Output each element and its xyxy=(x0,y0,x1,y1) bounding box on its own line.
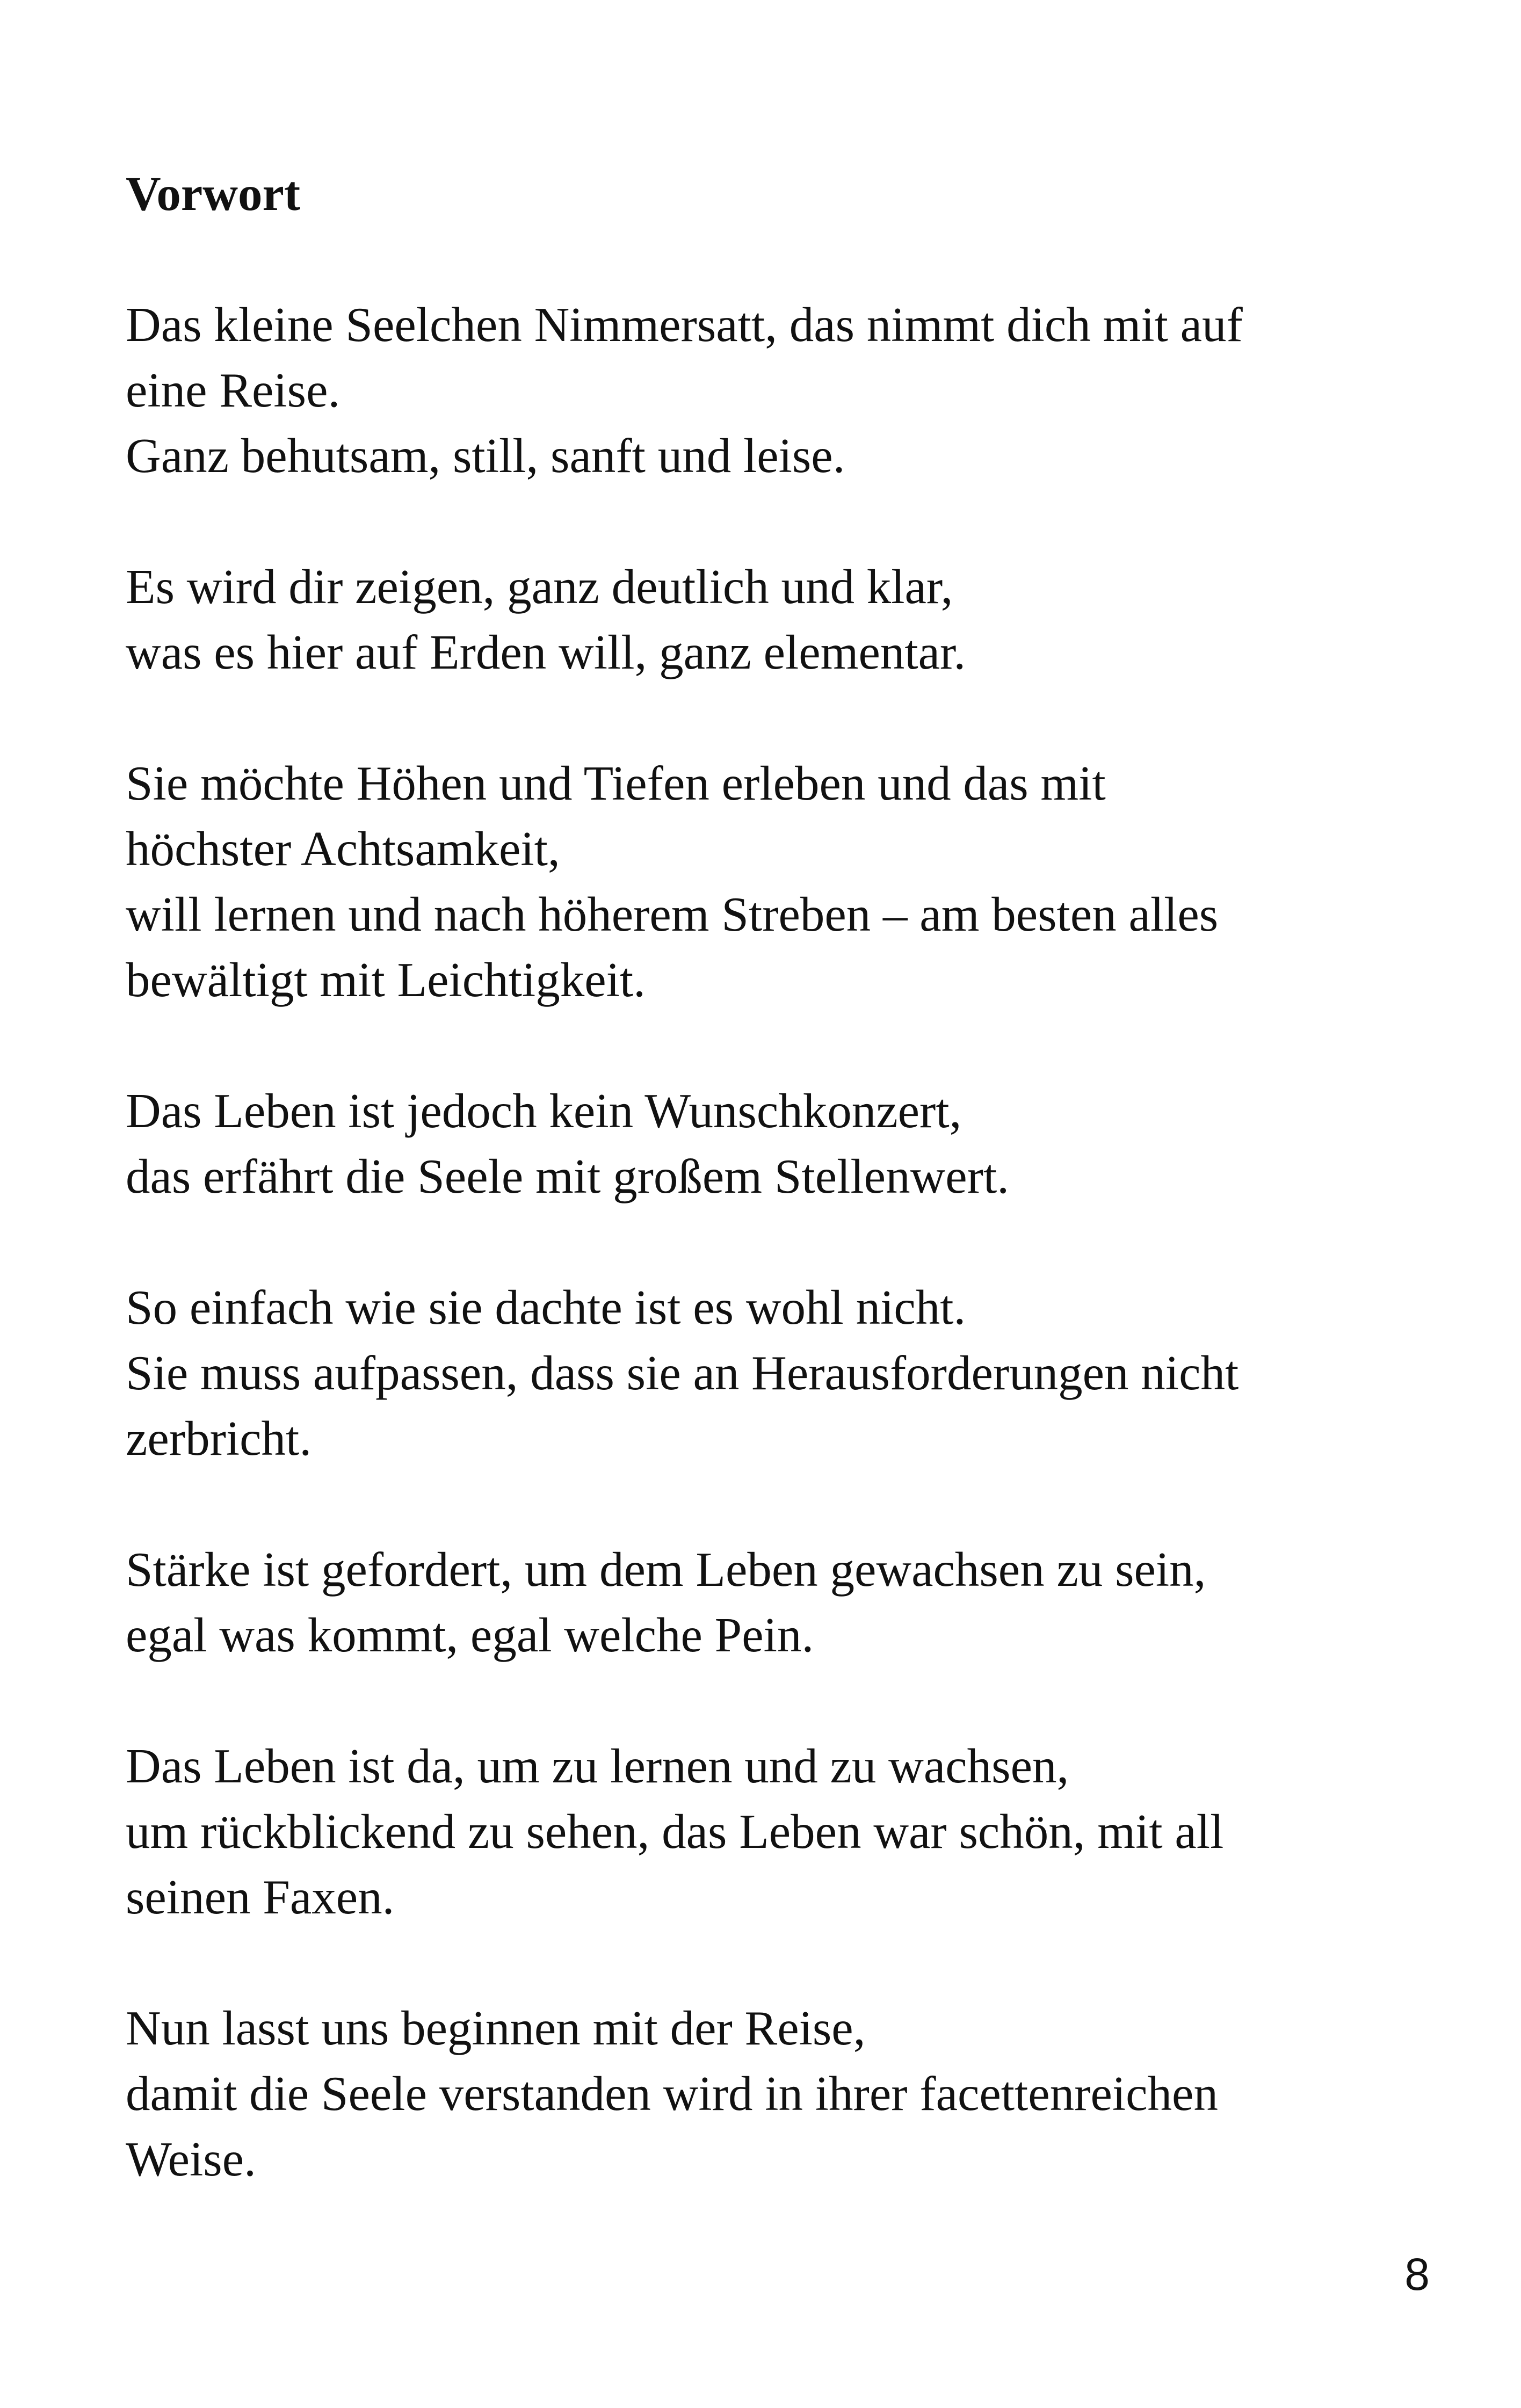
stanza xyxy=(126,1275,1458,1471)
stanza xyxy=(126,1996,1458,2192)
poem-line: höchster Achtsamkeit, xyxy=(126,822,560,876)
poem-line: Stärke ist gefordert, um dem Leben gewachsen zu sein, xyxy=(126,1542,1206,1597)
poem-line: damit die Seele verstanden wird in ihrer facettenreichen xyxy=(126,2066,1218,2121)
poem-line: So einfach wie sie dachte ist es wohl nicht. xyxy=(126,1280,966,1334)
poem-line: Es wird dir zeigen, ganz deutlich und klar, xyxy=(126,560,953,614)
stanza xyxy=(126,292,1458,489)
poem-line: Sie muss aufpassen, dass sie an Herausforderungen nicht xyxy=(126,1346,1239,1400)
poem-line: Das Leben ist jedoch kein Wunschkonzert, xyxy=(126,1084,962,1138)
stanza xyxy=(126,1078,1458,1209)
poem-line: eine Reise. xyxy=(126,363,341,417)
poem-line: seinen Faxen. xyxy=(126,1870,395,1924)
poem-line: was es hier auf Erden will, ganz elementar. xyxy=(126,625,966,679)
poem-line: Ganz behutsam, still, sanft und leise. xyxy=(126,429,845,483)
stanza xyxy=(126,751,1458,1013)
poem-line: will lernen und nach höherem Streben – am besten alles xyxy=(126,887,1219,941)
poem-line: zerbricht. xyxy=(126,1411,312,1466)
poem-line: egal was kommt, egal welche Pein. xyxy=(126,1608,814,1662)
poem-line: das erfährt die Seele mit großem Stellenwert. xyxy=(126,1149,1010,1203)
page-number: 8 xyxy=(1404,2249,1430,2300)
stanza xyxy=(126,1537,1458,1668)
poem-line: bewältigt mit Leichtigkeit. xyxy=(126,953,646,1007)
poem-line: Sie möchte Höhen und Tiefen erleben und das mit xyxy=(126,756,1106,810)
poem-line: um rückblickend zu sehen, das Leben war schön, mit all xyxy=(126,1804,1224,1859)
page-content xyxy=(126,161,1458,2192)
poem-line: Das Leben ist da, um zu lernen und zu wachsen, xyxy=(126,1739,1069,1793)
poem-line: Das kleine Seelchen Nimmersatt, das nimmt dich mit auf xyxy=(126,298,1243,352)
page-heading: Vorwort xyxy=(126,166,301,221)
poem-line: Nun lasst uns beginnen mit der Reise, xyxy=(126,2001,866,2055)
poem-line: Weise. xyxy=(126,2132,256,2186)
stanza xyxy=(126,554,1458,685)
stanza xyxy=(126,1734,1458,1930)
